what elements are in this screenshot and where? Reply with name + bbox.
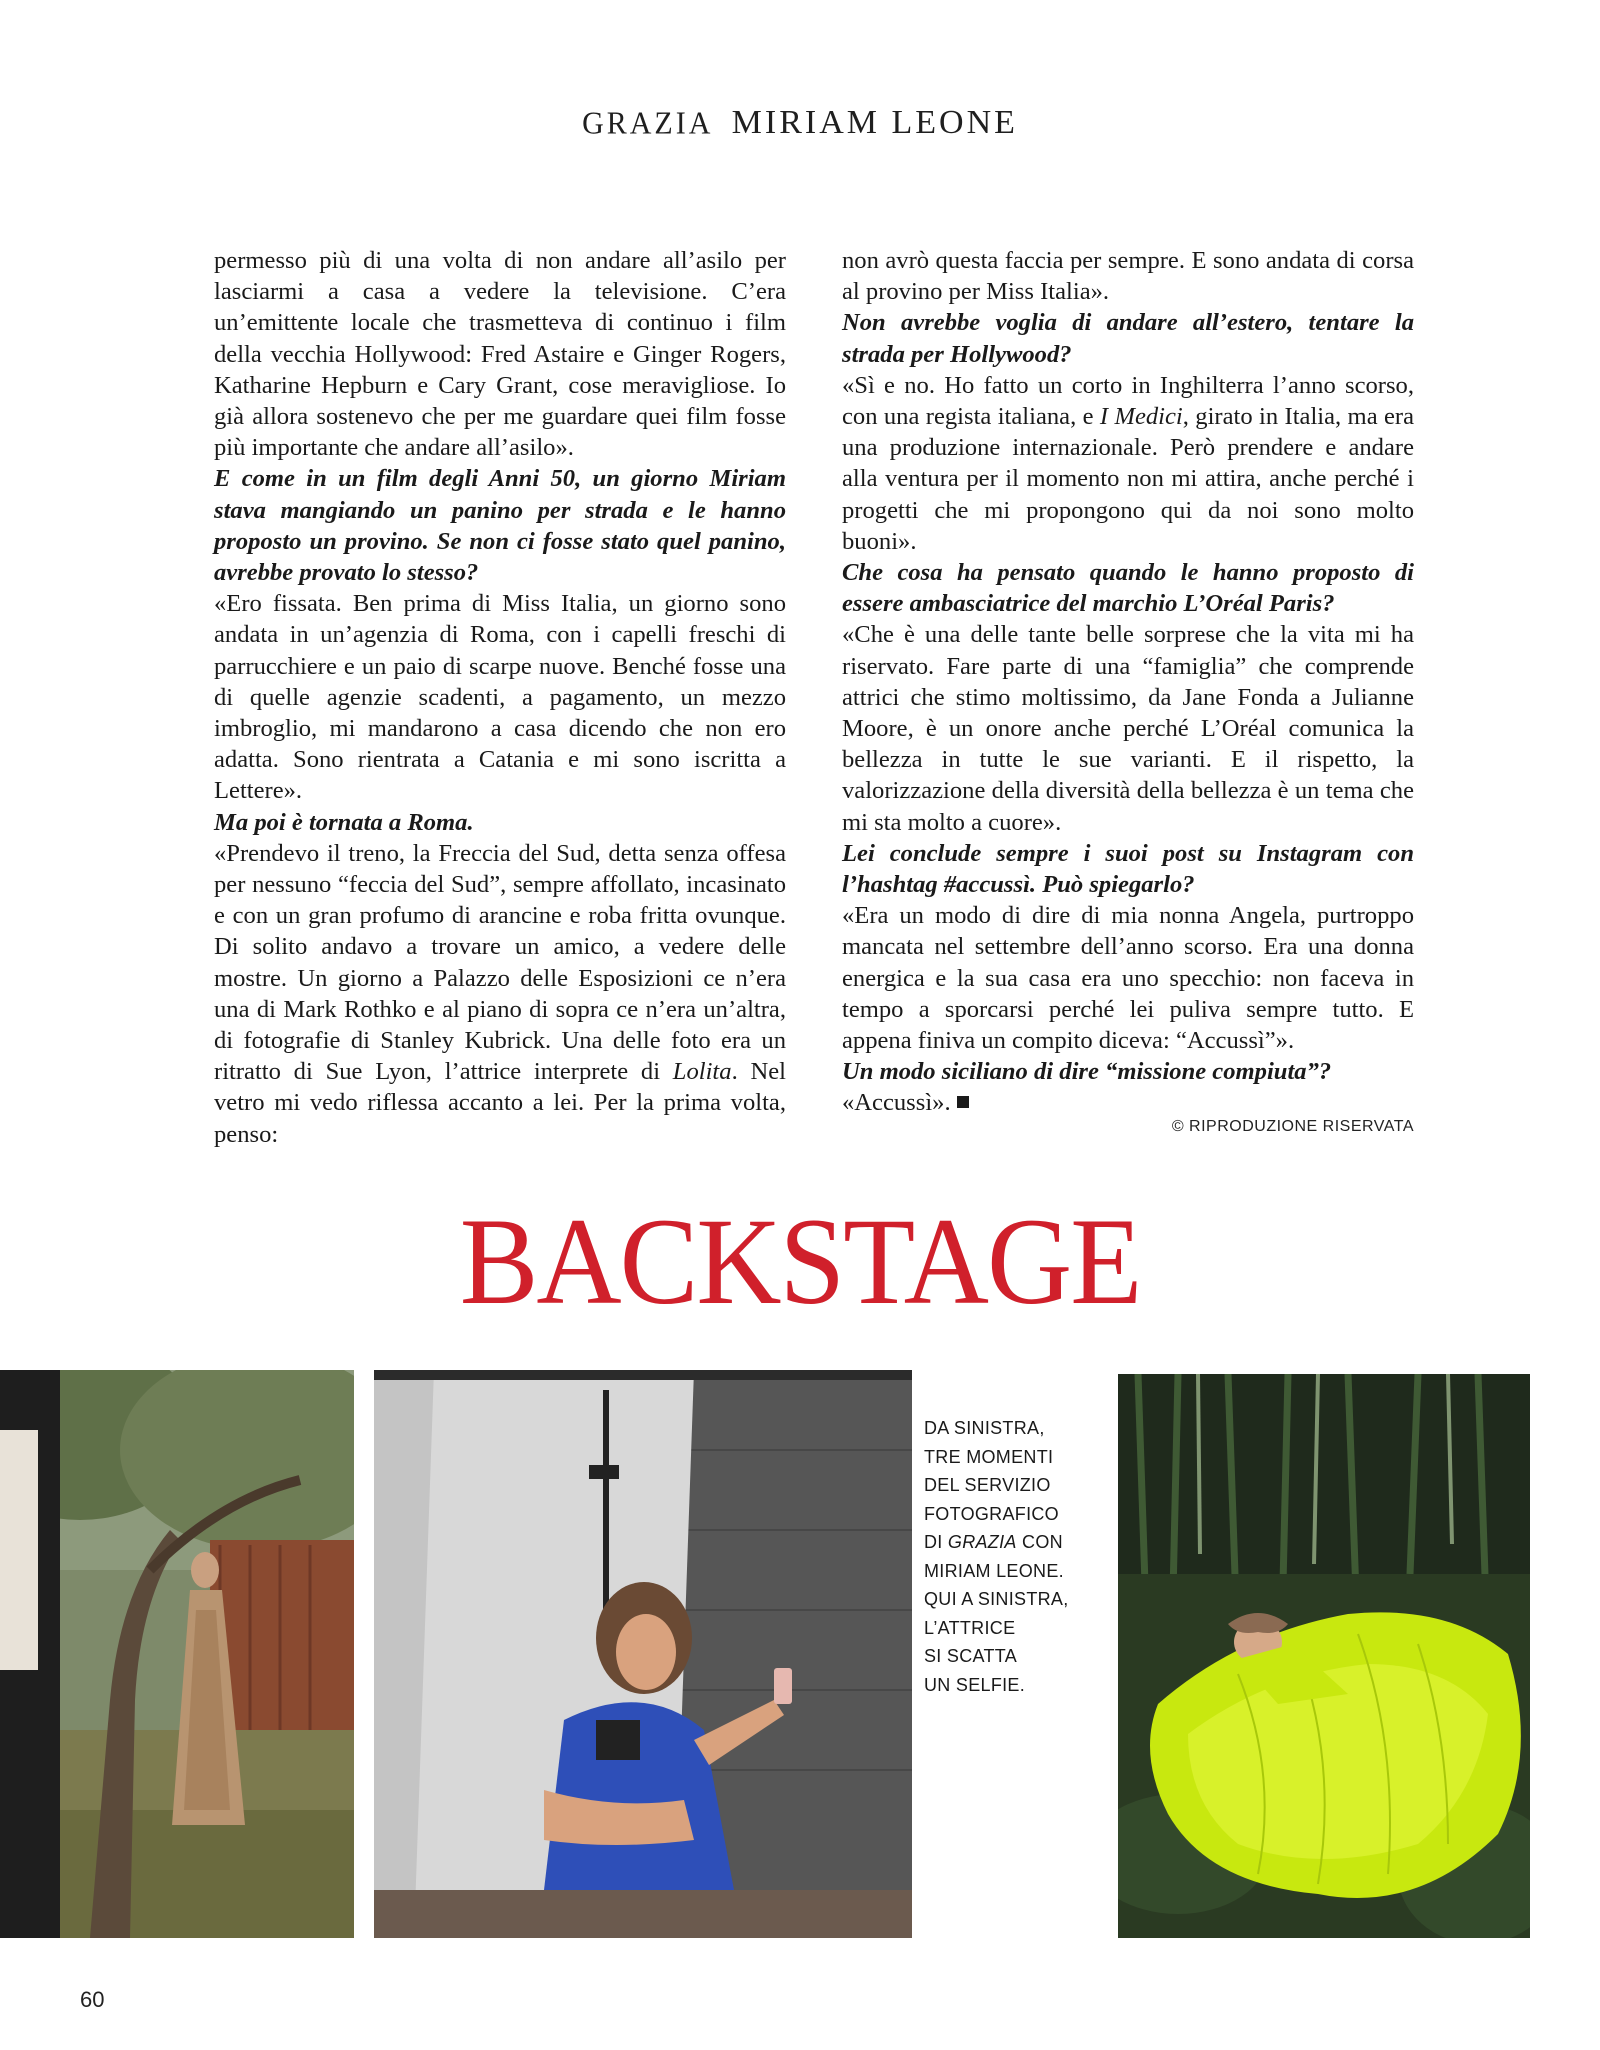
section-title: BACKSTAGE: [459, 1192, 1141, 1331]
copyright-notice: © RIPRODUZIONE RISERVATA: [1171, 1118, 1414, 1135]
answer-paragraph: «Sì e no. Ho fatto un corto in Inghilterra l’anno scorso, con una regista italiana, e I Medici, girato in Italia, ma era una produzione internazionale. Però prendere e andare alla ventura per il momento non mi attira, anche perché i progetti che mi propongono qui da noi sono molto buoni».: [842, 371, 1415, 555]
answer-paragraph: non avrò questa faccia per sempre. E sono andata di corsa al provino per Miss Italia».: [842, 247, 1414, 306]
question-paragraph: E come in un film degli Anni 50, un giorno Miriam stava mangiando un panino per strada e le hanno proposto un provino. Se non ci fosse stato quel panino, avrebbe provato lo stesso?: [214, 465, 786, 587]
answer-paragraph: «Prendevo il treno, la Freccia del Sud, detta senza offesa per nessuno “feccia del Sud”, sempre affollato, incasinato e con un gran profumo di arancine e roba fritta ovunque. Di solito andavo a trovare un amico, a vedere delle mostre. Un giorno a Palazzo delle Esposizioni ce n’era una di Mark Rothko e al piano di sopra ce n’era un’altra, di fotografie di Stanley Kubrick. Una delle foto era un ritratto di Sue Lyon, l’attrice interprete di Lolita. Nel vetro mi vedo riflessa accanto a lei. Per la prima volta, penso:: [214, 839, 786, 1148]
series-title: I Medici: [1099, 403, 1183, 431]
question-paragraph: Ma poi è tornata a Roma.: [214, 808, 474, 836]
question-paragraph: Un modo siciliano di dire “missione compiuta”?: [842, 1058, 1332, 1086]
film-title: Lolita: [672, 1058, 732, 1086]
answer-paragraph: «Ero fissata. Ben prima di Miss Italia, un giorno sono andata in un’agenzia di Roma, con i capelli freschi di parrucchiere e un paio di scarpe nuove. Benché fosse una di quelle agenzie scadenti, a pagamento, un mezzo imbroglio, mi mandarono a casa dicendo che non ero adatta. Sono rientrata a Catania e mi sono iscritta a Lettere».: [214, 590, 786, 805]
question-paragraph: Lei conclude sempre i suoi post su Instagram con l’hashtag #accussì. Può spiegarlo?: [842, 839, 1414, 899]
question-paragraph: Che cosa ha pensato quando le hanno proposto di essere ambasciatrice del marchio L’Oréal Paris?: [842, 559, 1414, 618]
question-paragraph: Non avrebbe voglia di andare all’estero, tentare la strada per Hollywood?: [842, 309, 1414, 368]
article-column-right: [842, 245, 1414, 1119]
article-column-left: [214, 245, 786, 1150]
backstage-photo-lime-dress: [1118, 1374, 1530, 1938]
magazine-name: GRAZIA: [582, 106, 714, 141]
running-header: [0, 104, 1600, 142]
backstage-photo-selfie: [374, 1370, 912, 1938]
answer-paragraph: permesso più di una volta di non andare all’asilo per lasciarmi a casa a vedere la televisione. C’era un’emittente locale che trasmetteva di continuo i film della vecchia Hollywood: Fred Astaire e Ginger Rogers, Katharine Hepburn e Cary Grant, cose meravigliose. Io già allora sostenevo che per me guardare quei film fosse più importante che andare all’asilo».: [214, 247, 786, 462]
end-of-article-mark: [957, 1096, 969, 1108]
answer-paragraph: «Accussì».: [842, 1087, 1414, 1118]
page-number: 60: [80, 1987, 105, 2012]
photo-caption: DA SINISTRA, TRE MOMENTI DEL SERVIZIO FOTOGRAFICO DI GRAZIA CON MIRIAM LEONE. QUI A SINISTRA, L’ATTRICE SI SCATTA UN SELFIE.: [924, 1418, 1069, 1695]
backstage-photo-garden: [0, 1370, 354, 1938]
answer-paragraph: «Che è una delle tante belle sorprese che la vita mi ha riservato. Fare parte di una “famiglia” che comprende attrici che stimo moltissimo, da Jane Fonda a Julianne Moore, è un onore anche perché L’Oréal comunica la bellezza in tutte le sue varianti. E il rispetto, la valorizzazione della diversità della bellezza è un tema che mi sta molto a cuore».: [842, 621, 1414, 836]
article-subject: MIRIAM LEONE: [731, 104, 1018, 141]
answer-paragraph: «Era un modo di dire di mia nonna Angela, purtroppo mancata nel settembre dell’anno scorso. Era una donna energica e la sua casa era uno specchio: non faceva in tempo a sporcarsi perché lei puliva sempre tutto. E appena finiva un compito diceva: “Accussì”».: [842, 902, 1414, 1055]
